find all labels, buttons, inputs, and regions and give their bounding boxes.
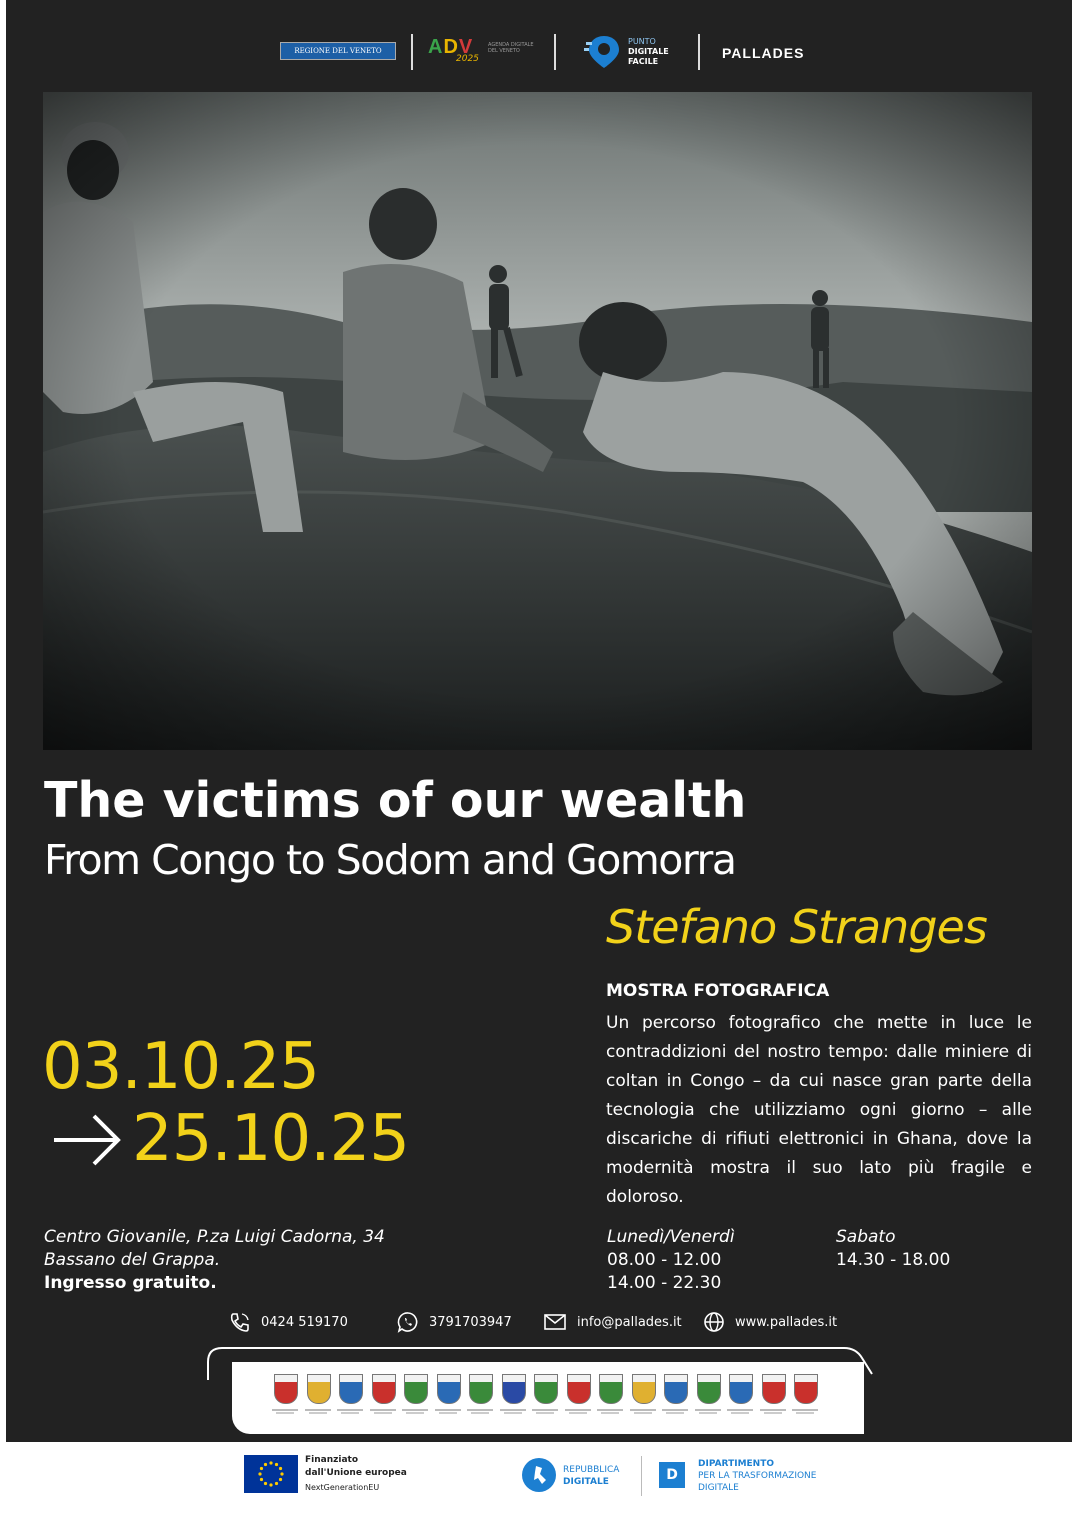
municipality-crest-icon xyxy=(274,1374,298,1404)
municipality-name-mark xyxy=(723,1408,757,1415)
pdf-line: PUNTO xyxy=(628,37,656,46)
eu-funding-line: dall'Unione europea xyxy=(305,1468,407,1478)
municipality-name-mark xyxy=(463,1408,497,1415)
municipality-crest-icon xyxy=(502,1374,526,1404)
pdf-line: FACILE xyxy=(628,57,659,66)
contact-phone[interactable] xyxy=(229,1311,348,1333)
eu-star xyxy=(279,1478,282,1481)
location-pin-icon xyxy=(584,34,624,70)
municipality-name-mark xyxy=(528,1408,562,1415)
end-date: 25.10.25 xyxy=(132,1102,409,1176)
eu-star xyxy=(264,1482,267,1485)
website-url: www.pallades.it xyxy=(735,1314,838,1330)
municipality-crest-icon xyxy=(729,1374,753,1404)
municipality-name-mark xyxy=(301,1408,335,1415)
weekday-label: Lunedì/Venerdì xyxy=(607,1227,735,1247)
municipality-crest-icon xyxy=(372,1374,396,1404)
municipality-crest-icon xyxy=(307,1374,331,1404)
adv-subtitle: AGENDA DIGITALE DEL VENETO xyxy=(488,42,534,54)
municipality-crest-icon xyxy=(762,1374,786,1404)
exhibition-title: The victims of our wealth xyxy=(44,772,747,829)
municipality-crest-icon xyxy=(534,1374,558,1404)
eu-star xyxy=(275,1482,278,1485)
logo-separator xyxy=(698,34,700,70)
eu-funding-line: Finanziato xyxy=(305,1455,359,1465)
footer-separator xyxy=(641,1456,642,1496)
eu-star xyxy=(260,1478,263,1481)
exhibition-subtitle: From Congo to Sodom and Gomorra xyxy=(44,836,736,884)
venue-address: Centro Giovanile, P.za Luigi Cadorna, 34 xyxy=(44,1227,385,1247)
eu-funding-line: NextGenerationEU xyxy=(305,1483,380,1492)
eu-star xyxy=(258,1472,261,1475)
municipality-crest-icon xyxy=(697,1374,721,1404)
repubblica-digitale-line: DIGITALE xyxy=(563,1477,609,1487)
municipality-crest-icon xyxy=(632,1374,656,1404)
eu-star xyxy=(280,1472,283,1475)
exhibition-description: Un percorso fotografico che mette in luce le contraddizioni del nostro tempo: dalle miniere di coltan in Congo – da cui nasce gran parte della tecnologia che utilizziamo ogni giorno – alle discariche di rifiuti elettronici in Ghana, dove la modernità mostra il suo lato più fragile e doloroso. xyxy=(606,1013,1032,1207)
municipality-name-mark xyxy=(268,1408,302,1415)
municipality-name-mark xyxy=(398,1408,432,1415)
exhibition-photograph xyxy=(43,92,1032,750)
adv-logo xyxy=(428,36,538,68)
eu-star xyxy=(275,1463,278,1466)
dipartimento-line: PER LA TRASFORMAZIONE xyxy=(698,1471,817,1481)
contact-email[interactable] xyxy=(543,1311,682,1333)
pdf-line: DIGITALE xyxy=(628,47,669,56)
section-label: MOSTRA FOTOGRAFICA xyxy=(606,981,830,1001)
eu-star xyxy=(279,1467,282,1470)
adv-year: 2025 xyxy=(456,54,479,64)
municipality-name-mark xyxy=(431,1408,465,1415)
dipartimento-logo-icon: D xyxy=(659,1462,685,1488)
photo-illustration xyxy=(43,92,1032,750)
whatsapp-number: 3791703947 xyxy=(429,1314,512,1330)
municipality-name-mark xyxy=(593,1408,627,1415)
eu-flag-icon xyxy=(244,1455,298,1493)
dipartimento-line: DIGITALE xyxy=(698,1483,739,1493)
mail-icon xyxy=(543,1312,567,1332)
eu-star xyxy=(260,1467,263,1470)
repubblica-digitale-logo-icon xyxy=(522,1458,556,1492)
logo-separator xyxy=(411,34,413,70)
eu-star xyxy=(269,1483,272,1486)
logo-separator xyxy=(554,34,556,70)
arrow-right-icon xyxy=(50,1102,130,1172)
globe-icon xyxy=(703,1311,725,1333)
email-address: info@pallades.it xyxy=(577,1314,682,1330)
municipality-crest-icon xyxy=(437,1374,461,1404)
contact-website[interactable] xyxy=(703,1311,837,1333)
regione-veneto-logo: REGIONE DEL VENETO xyxy=(280,42,396,60)
municipality-name-mark xyxy=(366,1408,400,1415)
municipalities-crests xyxy=(232,1362,864,1434)
municipality-name-mark xyxy=(788,1408,822,1415)
punto-digitale-facile-logo xyxy=(584,34,684,70)
punto-digitale-facile-text xyxy=(628,37,669,67)
municipality-name-mark xyxy=(561,1408,595,1415)
municipality-crest-icon xyxy=(794,1374,818,1404)
municipality-name-mark xyxy=(756,1408,790,1415)
saturday-hours: 14.30 - 18.00 xyxy=(836,1250,951,1270)
weekday-morning-hours: 08.00 - 12.00 xyxy=(607,1250,722,1270)
start-date: 03.10.25 xyxy=(42,1030,319,1104)
municipality-crest-icon xyxy=(664,1374,688,1404)
contact-whatsapp[interactable] xyxy=(397,1311,512,1333)
entry-info: Ingresso gratuito. xyxy=(44,1273,217,1293)
adv-letters: ADV xyxy=(428,36,474,58)
eu-star xyxy=(264,1463,267,1466)
municipality-name-mark xyxy=(658,1408,692,1415)
municipality-name-mark xyxy=(691,1408,725,1415)
saturday-label: Sabato xyxy=(836,1227,896,1247)
municipality-crest-icon xyxy=(404,1374,428,1404)
municipality-crest-icon xyxy=(469,1374,493,1404)
pallades-logo: PALLADES xyxy=(722,45,805,61)
repubblica-digitale-line: REPUBBLICA xyxy=(563,1465,620,1475)
municipality-name-mark xyxy=(496,1408,530,1415)
municipality-crest-icon xyxy=(599,1374,623,1404)
whatsapp-icon xyxy=(397,1311,419,1333)
municipality-name-mark xyxy=(626,1408,660,1415)
dipartimento-line: DIPARTIMENTO xyxy=(698,1459,774,1469)
photographer-name: Stefano Stranges xyxy=(606,900,987,954)
phone-icon xyxy=(229,1311,251,1333)
weekday-evening-hours: 14.00 - 22.30 xyxy=(607,1273,722,1293)
municipality-crest-icon xyxy=(567,1374,591,1404)
venue-city: Bassano del Grappa. xyxy=(44,1250,221,1270)
municipality-crest-icon xyxy=(339,1374,363,1404)
phone-number: 0424 519170 xyxy=(261,1314,348,1330)
eu-star xyxy=(269,1461,272,1464)
municipality-name-mark xyxy=(333,1408,367,1415)
